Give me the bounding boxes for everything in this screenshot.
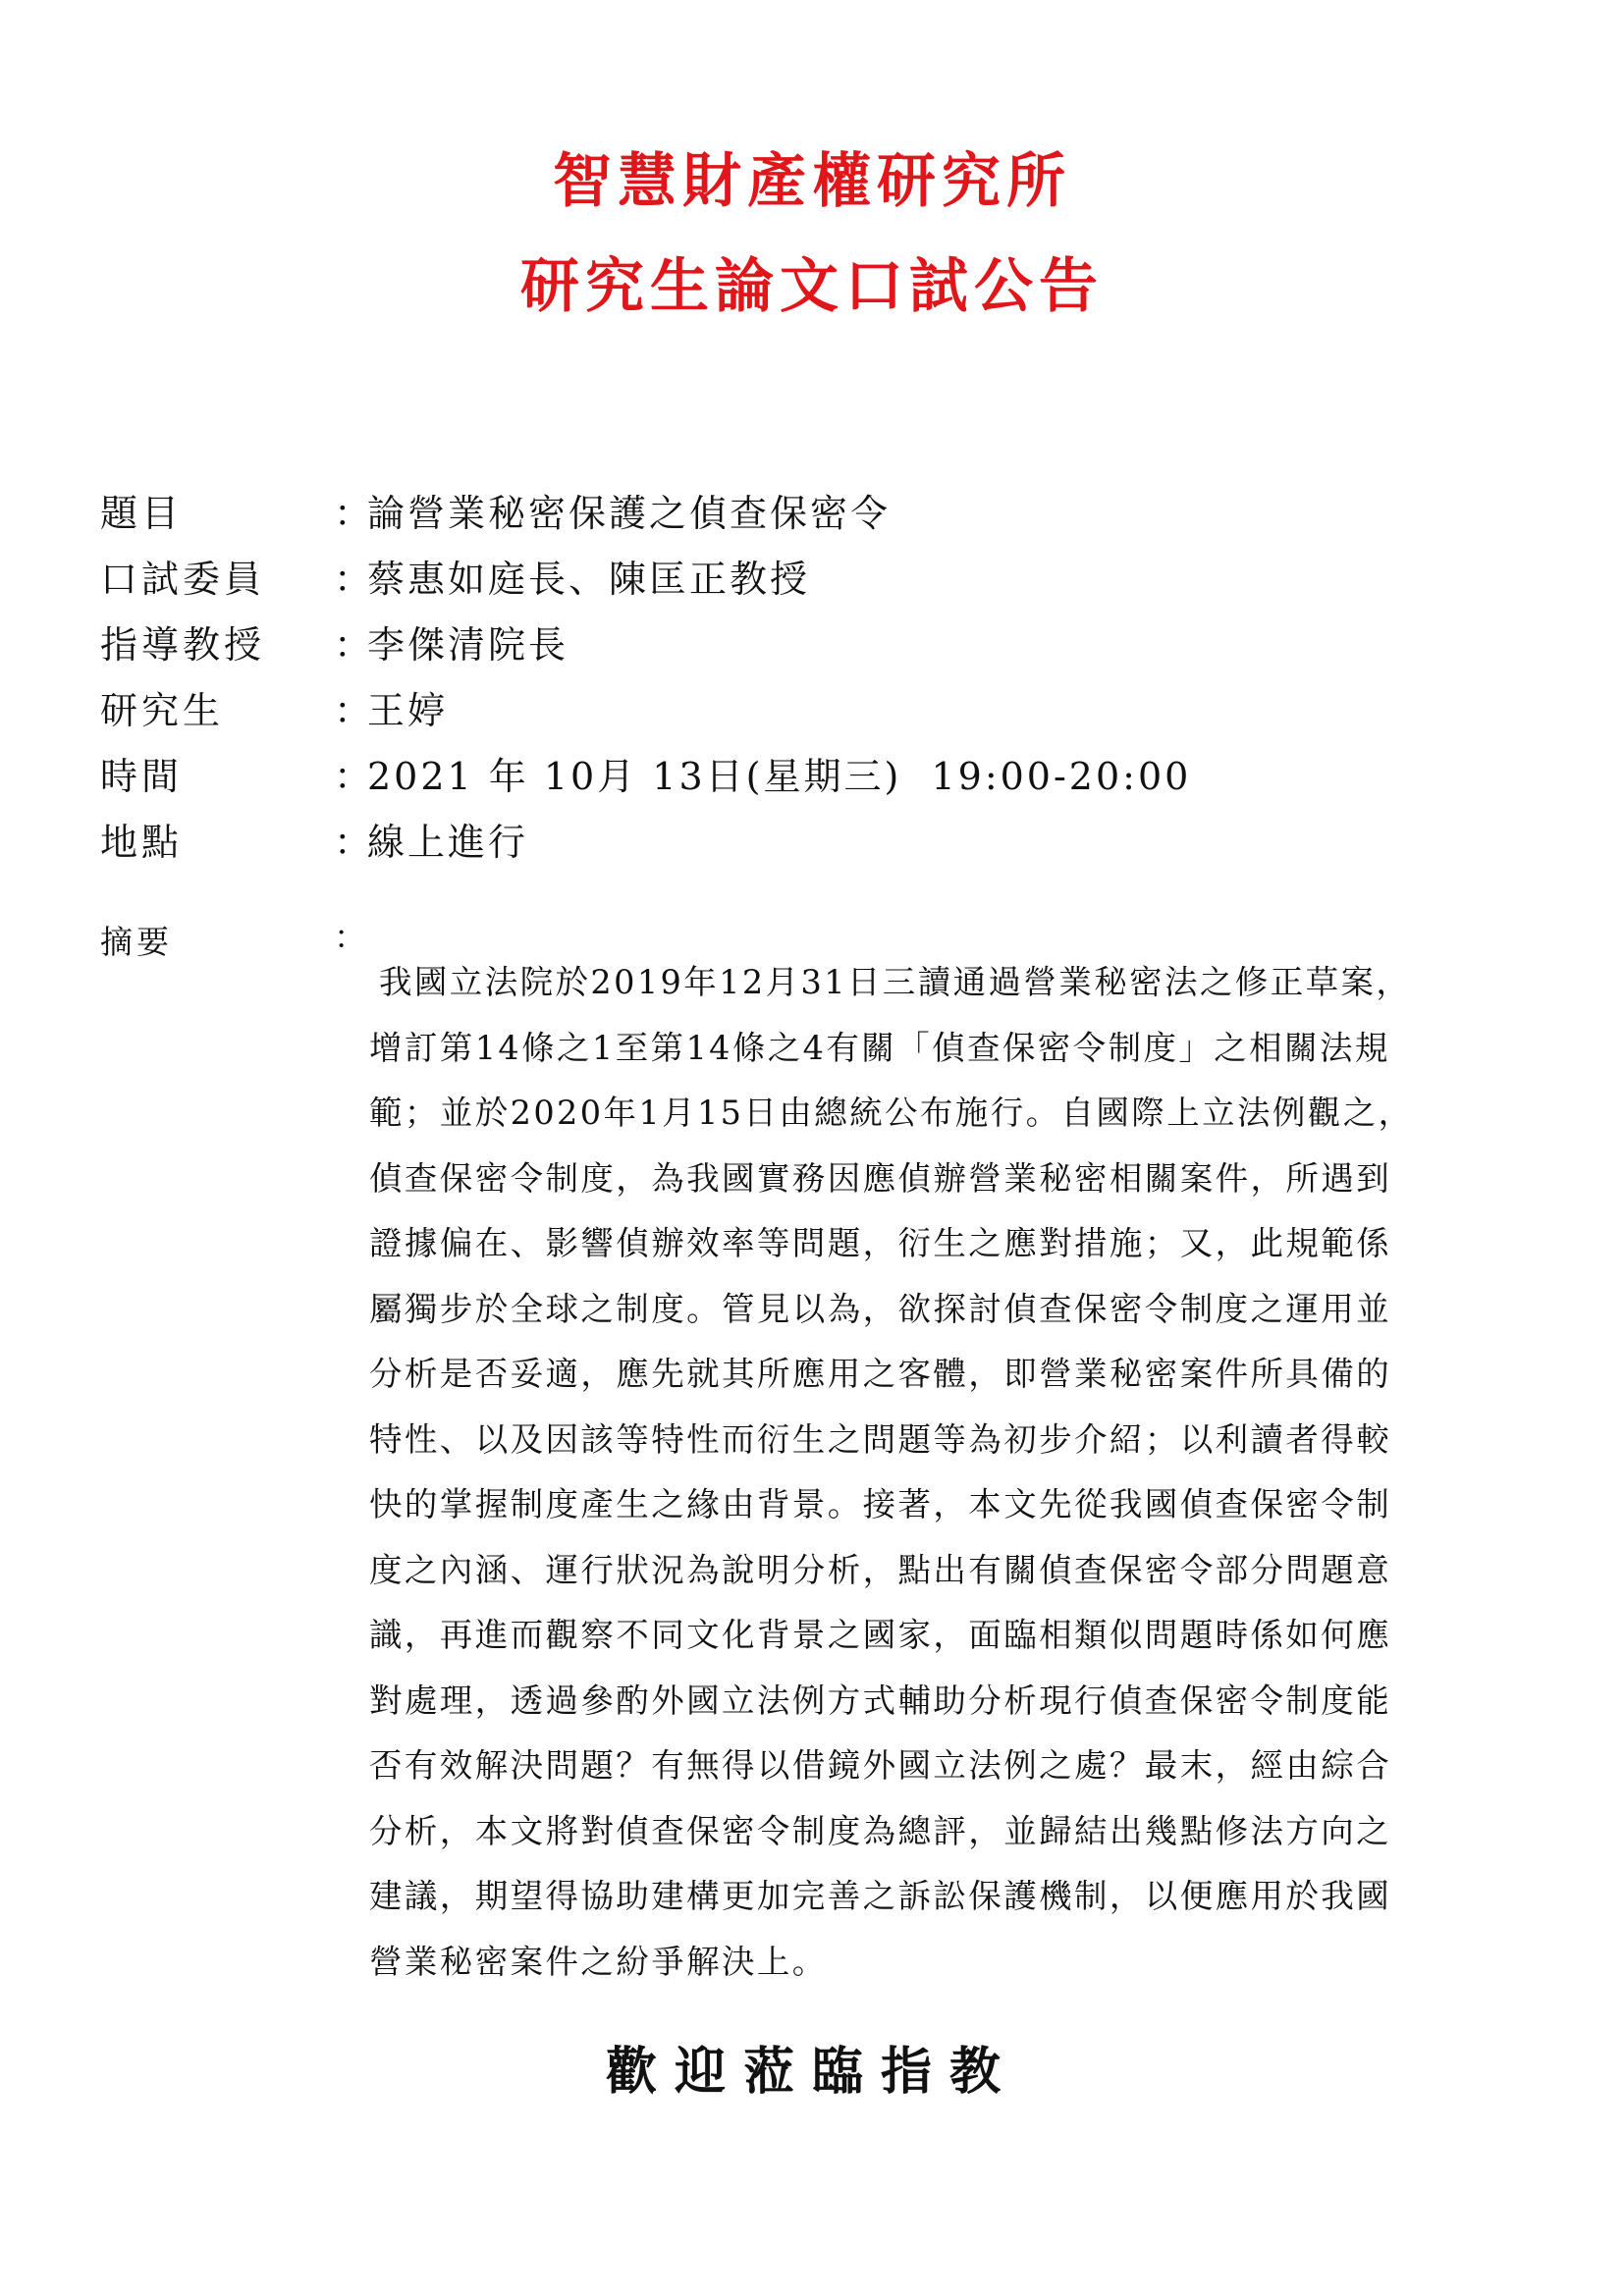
- info-row-student: [100, 683, 1534, 749]
- time-label: 時間: [100, 755, 184, 798]
- announcement-title: 研究生論文口試公告: [520, 252, 1104, 321]
- abstract-line: 快的掌握制度產生之緣由背景。接著，本文先從我國偵查保密令制: [369, 1485, 1392, 1523]
- student-colon: ：: [334, 689, 372, 732]
- abstract-line: 否有效解決問題？有無得以借鏡外國立法例之處？最末，經由綜合: [369, 1746, 1392, 1785]
- abstract-colon: ：: [334, 918, 366, 956]
- info-row-committee: [100, 552, 1534, 617]
- location-value: 線上進行: [367, 821, 529, 864]
- info-row-time: [100, 749, 1534, 815]
- abstract-line: 分析，本文將對偵查保密令制度為總評，並歸結出幾點修法方向之: [369, 1811, 1392, 1850]
- time-colon: ：: [334, 755, 372, 798]
- info-row-advisor: [100, 617, 1534, 683]
- abstract-line: 識，再進而觀察不同文化背景之國家，面臨相類似問題時係如何應: [369, 1616, 1392, 1654]
- info-row-location: [100, 815, 1534, 881]
- abstract-line: 範；並於2020年1月15日由總統公布施行。自國際上立法例觀之，: [369, 1094, 1414, 1132]
- committee-value: 蔡惠如庭長、陳匡正教授: [367, 558, 811, 601]
- abstract-line: 增訂第14條之1至第14條之4有關「偵查保密令制度」之相關法規: [369, 1028, 1390, 1067]
- advisor-value: 李傑清院長: [367, 623, 569, 667]
- student-value: 王婷: [367, 689, 449, 732]
- time-value: 2021 年 10月 13日(星期三) 19:00-20:00: [367, 755, 1192, 798]
- location-label: 地點: [100, 821, 184, 864]
- abstract-line: 分析是否妥適，應先就其所應用之客體，即營業秘密案件所具備的: [369, 1355, 1392, 1393]
- student-label: 研究生: [100, 689, 225, 732]
- welcome-message: 歡迎蒞臨指教: [605, 2042, 1018, 2102]
- abstract-label: 摘要: [100, 923, 173, 961]
- institute-title: 智慧財產權研究所: [553, 147, 1071, 216]
- abstract-line: 我國立法院於2019年12月31日三讀通過營業秘密法之修正草案，: [379, 963, 1412, 1001]
- defense-info: [100, 486, 1534, 881]
- advisor-label: 指導教授: [100, 623, 266, 667]
- abstract-line: 營業秘密案件之紛爭解決上。: [369, 1942, 828, 1981]
- abstract-line: 建議，期望得協助建構更加完善之訴訟保護機制，以便應用於我國: [369, 1877, 1392, 1915]
- abstract-line: 偵查保密令制度，為我國實務因應偵辦營業秘密相關案件，所遇到: [369, 1158, 1392, 1198]
- abstract-line: 證據偏在、影響偵辦效率等問題，衍生之應對措施；又，此規範係: [369, 1224, 1392, 1262]
- abstract-text: [369, 950, 1489, 1995]
- topic-label: 題目: [100, 492, 184, 535]
- abstract-line: 對處理，透過參酌外國立法例方式輔助分析現行偵查保密令制度能: [369, 1681, 1392, 1720]
- info-row-topic: [100, 486, 1534, 552]
- advisor-colon: ：: [334, 623, 372, 667]
- abstract-line: 屬獨步於全球之制度。管見以為，欲探討偵查保密令制度之運用並: [369, 1289, 1392, 1328]
- location-colon: ：: [334, 821, 372, 864]
- topic-colon: ：: [334, 492, 372, 535]
- topic-value: 論營業秘密保護之偵查保密令: [367, 492, 892, 535]
- committee-colon: ：: [334, 558, 372, 601]
- abstract-line: 特性、以及因該等特性而衍生之問題等為初步介紹；以利讀者得較: [369, 1419, 1392, 1459]
- committee-label: 口試委員: [100, 558, 266, 601]
- abstract-line: 度之內涵、運行狀況為說明分析，點出有關偵查保密令部分問題意: [369, 1550, 1392, 1589]
